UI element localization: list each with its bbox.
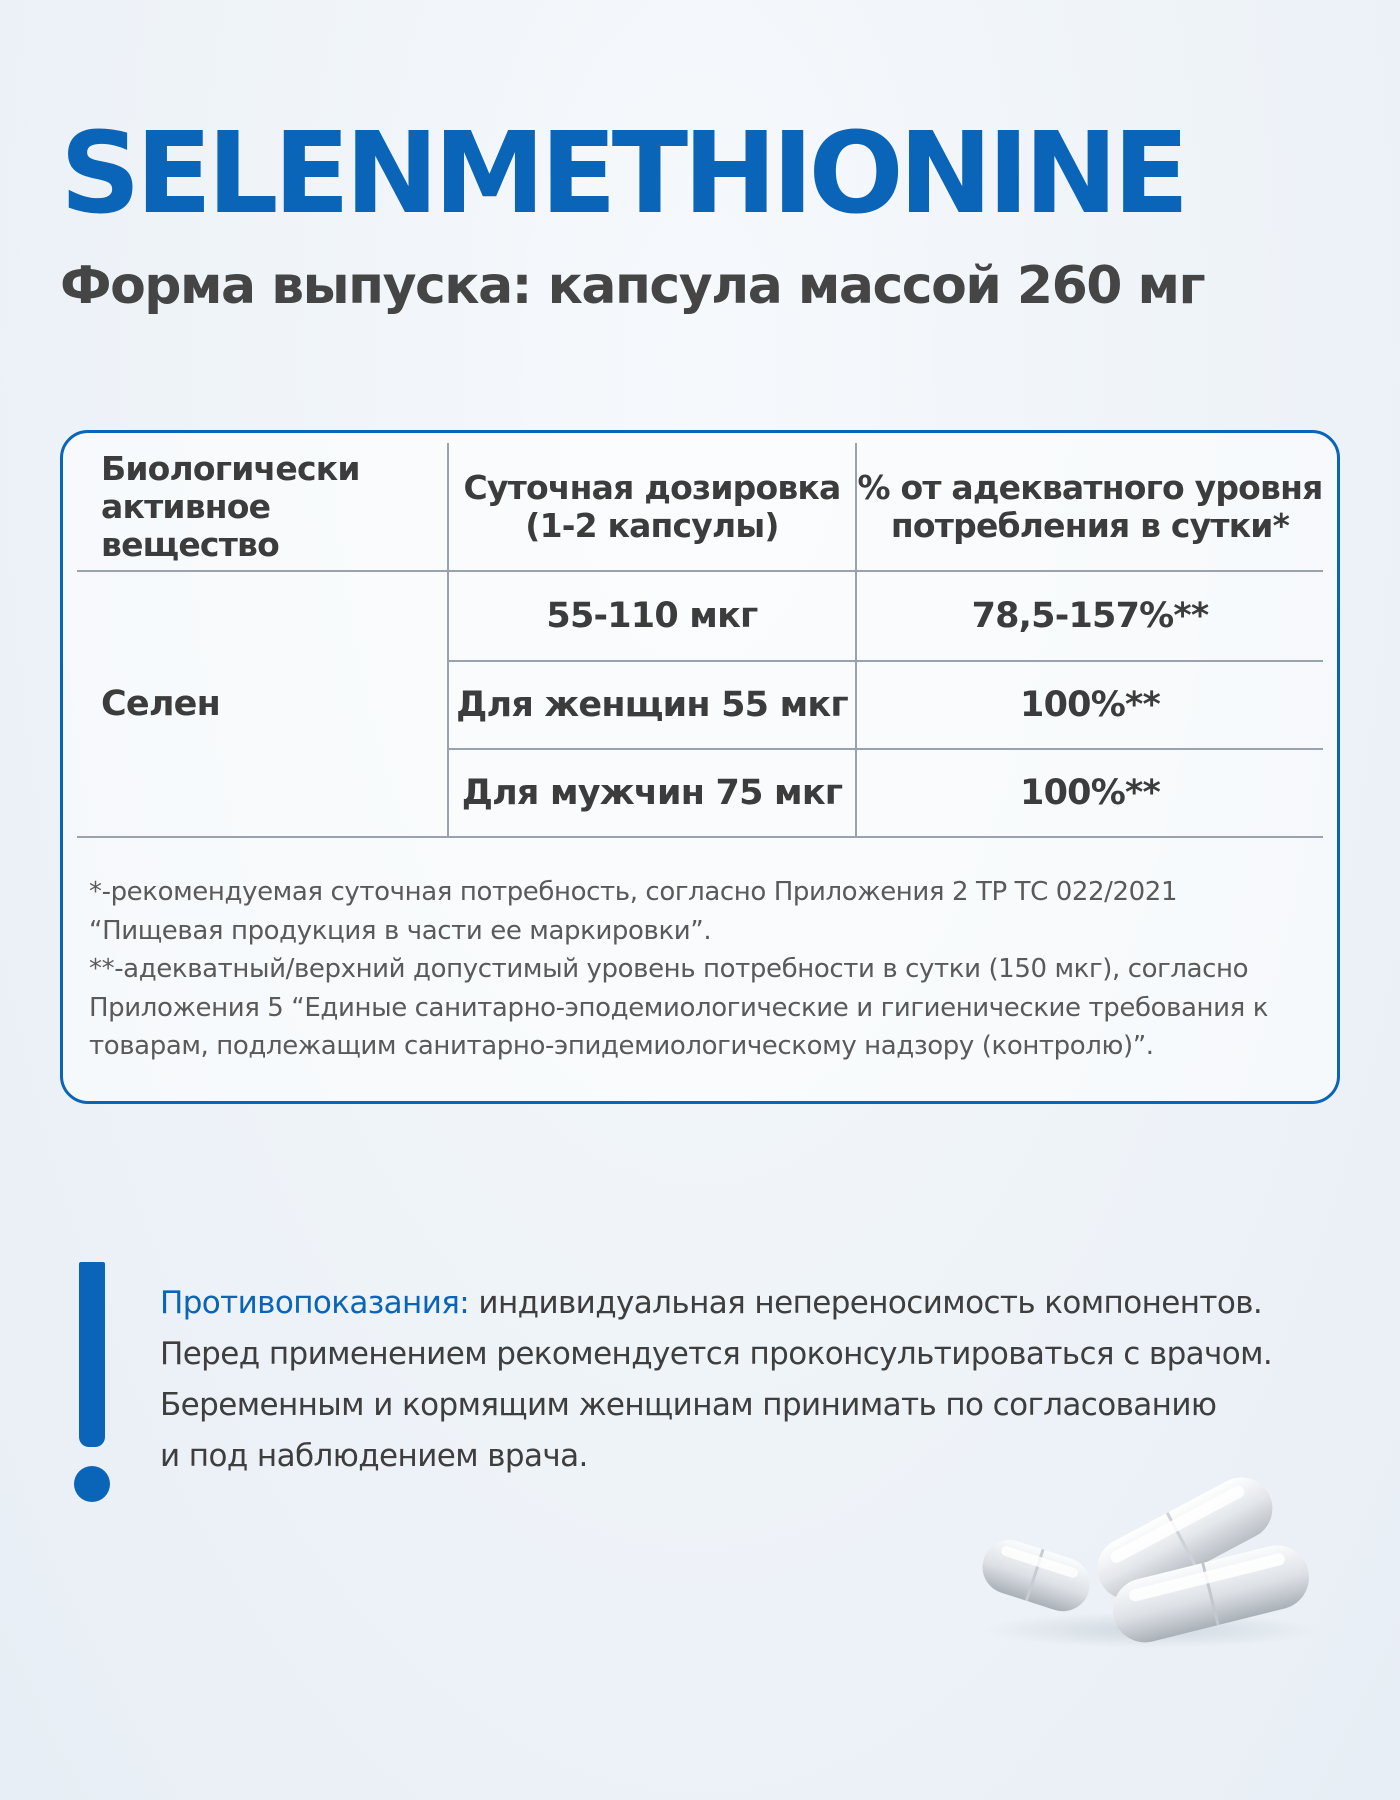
header-substance-line2: активное вещество xyxy=(101,486,279,564)
warning-line: и под наблюдением врача. xyxy=(160,1438,588,1474)
warning-line: Беременным и кормящим женщинам принимать по согласованию xyxy=(160,1387,1217,1423)
header-substance-line1: Биологически xyxy=(101,448,360,488)
table-header-substance xyxy=(101,443,447,570)
table-cell-percent: 100%** xyxy=(1020,685,1160,725)
header-percent-line2: потребления в сутки* xyxy=(890,505,1290,545)
table-header-percent xyxy=(857,443,1323,570)
footnote-line: *-рекомендуемая суточная потребность, согласно Приложения 2 ТР ТС 022/2021 xyxy=(89,877,1178,907)
table-bottom-divider xyxy=(77,836,1323,838)
table-cell-dose: Для мужчин 75 мкг xyxy=(461,773,843,813)
capsules-illustration xyxy=(980,1470,1320,1650)
table-cell-dose: 55-110 мкг xyxy=(546,596,758,636)
product-title: SELENMETHIONINE xyxy=(60,109,1185,239)
footnote-line: **-адекватный/верхний допустимый уровень потребности в сутки (150 мкг), согласно xyxy=(89,954,1249,984)
exclamation-icon xyxy=(74,1262,110,1502)
header-dose-line1: Суточная дозировка xyxy=(463,467,841,507)
table-cell-substance: Селен xyxy=(101,684,220,724)
footnote-line: товарам, подлежащим санитарно-эпидемиологическому надзору (контролю)”. xyxy=(89,1031,1154,1061)
footnote-line: Приложения 5 “Единые санитарно-эподемиологические и гигиенические требования к xyxy=(89,992,1269,1023)
release-form-subtitle: Форма выпуска: капсула массой 260 мг xyxy=(60,256,1205,316)
header-dose-line2: (1-2 капсулы) xyxy=(525,505,779,545)
contraindications-text xyxy=(160,1278,1360,1482)
warning-line: Перед применением рекомендуется проконсультироваться с врачом. xyxy=(160,1336,1273,1372)
composition-table xyxy=(77,443,1323,837)
footnote-line: “Пищевая продукция в части ее маркировки”. xyxy=(89,915,712,946)
table-header-dose xyxy=(449,443,855,570)
warning-line xyxy=(160,1278,1360,1329)
table-cell-dose: Для женщин 55 мкг xyxy=(456,685,848,725)
table-cell-percent: 78,5-157%** xyxy=(971,596,1209,636)
table-cell-percent: 100%** xyxy=(1020,773,1160,813)
composition-card xyxy=(60,430,1340,1104)
exclamation-bar xyxy=(79,1262,105,1447)
contraindications-label: Противопоказания: xyxy=(160,1285,470,1321)
capsule-left xyxy=(980,1533,1097,1618)
warning-line1-text: индивидуальная непереносимость компонентов. xyxy=(469,1285,1263,1321)
footnotes xyxy=(89,873,1319,1066)
exclamation-dot xyxy=(74,1466,110,1502)
header-percent-line1: % от адекватного уровня xyxy=(857,467,1323,507)
